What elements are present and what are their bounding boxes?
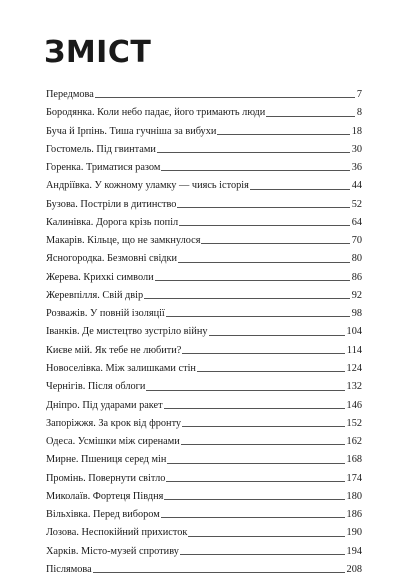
toc-entry-title: Бузова. Постріли в дитинство — [46, 198, 177, 210]
toc-entry-title: Буча й Ірпінь. Тиша гучніша за вибухи — [46, 125, 217, 137]
toc-entry-page: 18 — [351, 125, 362, 137]
toc-leader-line — [95, 97, 355, 98]
toc-leader-line — [161, 170, 349, 171]
toc-entry-page: 36 — [351, 162, 362, 174]
toc-leader-line — [167, 463, 344, 464]
toc-entry-title: Ясногородка. Безмовні свідки — [46, 253, 178, 265]
toc-entry-title: Горенка. Триматися разом — [46, 162, 161, 174]
toc-entry[interactable] — [46, 104, 362, 122]
toc-entry-page: 8 — [356, 107, 362, 119]
toc-entry-title: Вільхівка. Перед вибором — [46, 509, 160, 521]
toc-entry-page: 98 — [351, 308, 362, 320]
toc-entry-title: Післямова — [46, 563, 92, 575]
toc-entry-title: Києве мій. Як тебе не любити? — [46, 344, 182, 356]
toc-entry[interactable] — [46, 177, 362, 195]
toc-entry-title: Дніпро. Під ударами ракет — [46, 399, 163, 411]
toc-entry-title: Гостомель. Під гвинтами — [46, 143, 156, 155]
toc-entry-page: 124 — [346, 362, 362, 374]
toc-entry-title: Бородянка. Коли небо падає, його тримають люди — [46, 107, 266, 119]
toc-entry-title: Миколаїв. Фортеця Півдня — [46, 490, 164, 502]
toc-entry[interactable] — [46, 397, 362, 415]
toc-leader-line — [217, 134, 349, 135]
toc-entry[interactable] — [46, 488, 362, 506]
toc-entry-title: Жеревпілля. Свій двір — [46, 289, 144, 301]
toc-entry-page: 152 — [346, 417, 362, 429]
toc-entry[interactable] — [46, 305, 362, 323]
toc-leader-line — [166, 316, 350, 317]
toc-leader-line — [93, 572, 345, 573]
toc-leader-line — [181, 444, 345, 445]
toc-entry-page: 80 — [351, 253, 362, 265]
toc-entry-title: Промінь. Повернути світло — [46, 472, 166, 484]
toc-leader-line — [209, 335, 345, 336]
toc-leader-line — [180, 554, 345, 555]
toc-entry-page: 44 — [351, 180, 362, 192]
toc-entry-title: Запоріжжя. За крок від фронту — [46, 417, 182, 429]
toc-entry[interactable] — [46, 470, 362, 488]
toc-entry[interactable] — [46, 342, 362, 360]
toc-leader-line — [178, 262, 350, 263]
toc-entry-page: 92 — [351, 289, 362, 301]
toc-entry-page: 186 — [346, 509, 362, 521]
toc-entry-page: 194 — [346, 545, 362, 557]
toc-entry[interactable] — [46, 123, 362, 141]
toc-entry-page: 52 — [351, 198, 362, 210]
toc-entry-title: Макарів. Кільце, що не замкнулося — [46, 235, 201, 247]
toc-entry-title: Калинівка. Дорога крізь попіл — [46, 216, 179, 228]
toc-entry-title: Чернігів. Після облоги — [46, 381, 146, 393]
toc-entry-title: Розважів. У повній ізоляції — [46, 308, 165, 320]
toc-leader-line — [146, 390, 344, 391]
toc-entry[interactable] — [46, 196, 362, 214]
toc-leader-line — [157, 152, 350, 153]
toc-entry-page: 7 — [356, 89, 362, 100]
toc-entry-page: 146 — [346, 399, 362, 411]
toc-leader-line — [164, 408, 345, 409]
toc-entry-page: 70 — [351, 235, 362, 247]
toc-leader-line — [201, 243, 349, 244]
toc-leader-line — [179, 225, 350, 226]
toc-entry-title: Іванків. Де мистецтво зустріло війну — [46, 326, 208, 338]
toc-entry[interactable] — [46, 433, 362, 451]
toc-entry-title: Жерева. Крихкі символи — [46, 271, 154, 283]
toc-entry[interactable] — [46, 159, 362, 177]
toc-leader-line — [177, 207, 349, 208]
toc-leader-line — [188, 536, 344, 537]
toc-entry-page: 168 — [346, 454, 362, 466]
toc-leader-line — [166, 481, 344, 482]
toc-entry[interactable] — [46, 524, 362, 542]
toc-entry[interactable] — [46, 415, 362, 433]
toc-entry-title: Передмова — [46, 89, 94, 100]
table-of-contents — [46, 86, 362, 579]
toc-leader-line — [250, 189, 350, 190]
toc-leader-line — [144, 298, 350, 299]
toc-entry[interactable] — [46, 269, 362, 287]
toc-entry-title: Андріївка. У кожному уламку — чиясь історія — [46, 180, 249, 192]
toc-entry[interactable] — [46, 232, 362, 250]
toc-entry[interactable] — [46, 323, 362, 341]
toc-entry-page: 174 — [346, 472, 362, 484]
toc-entry-page: 208 — [346, 563, 362, 575]
toc-leader-line — [155, 280, 350, 281]
toc-entry[interactable] — [46, 506, 362, 524]
toc-entry-page: 30 — [351, 143, 362, 155]
toc-entry-title: Одеса. Усмішки між сиренами — [46, 436, 180, 448]
toc-entry-page: 86 — [351, 271, 362, 283]
page-title: ЗМІСТ — [44, 35, 152, 70]
toc-entry-page: 104 — [346, 326, 362, 338]
toc-leader-line — [266, 116, 355, 117]
toc-leader-line — [164, 499, 344, 500]
toc-entry-page: 114 — [346, 344, 362, 356]
toc-entry[interactable] — [46, 378, 362, 396]
toc-entry-title: Новоселівка. Між залишками стін — [46, 362, 196, 374]
toc-entry-page: 132 — [346, 381, 362, 393]
toc-leader-line — [197, 371, 345, 372]
toc-entry[interactable] — [46, 86, 362, 104]
toc-entry-title: Мирне. Пшениця серед мін — [46, 454, 167, 466]
toc-entry[interactable] — [46, 141, 362, 159]
toc-entry-page: 180 — [346, 490, 362, 502]
toc-entry[interactable] — [46, 451, 362, 469]
toc-leader-line — [182, 353, 345, 354]
toc-leader-line — [161, 517, 345, 518]
toc-entry-page: 190 — [346, 527, 362, 539]
toc-entry[interactable] — [46, 561, 362, 579]
toc-entry-title: Харків. Місто-музей спротиву — [46, 545, 179, 557]
toc-entry[interactable] — [46, 214, 362, 232]
toc-entry-page: 64 — [351, 216, 362, 228]
toc-entry-title: Лозова. Неспокійний прихисток — [46, 527, 188, 539]
toc-leader-line — [182, 426, 344, 427]
toc-entry[interactable] — [46, 250, 362, 268]
toc-entry[interactable] — [46, 287, 362, 305]
toc-entry[interactable] — [46, 360, 362, 378]
toc-entry[interactable] — [46, 543, 362, 561]
toc-entry-page: 162 — [346, 436, 362, 448]
